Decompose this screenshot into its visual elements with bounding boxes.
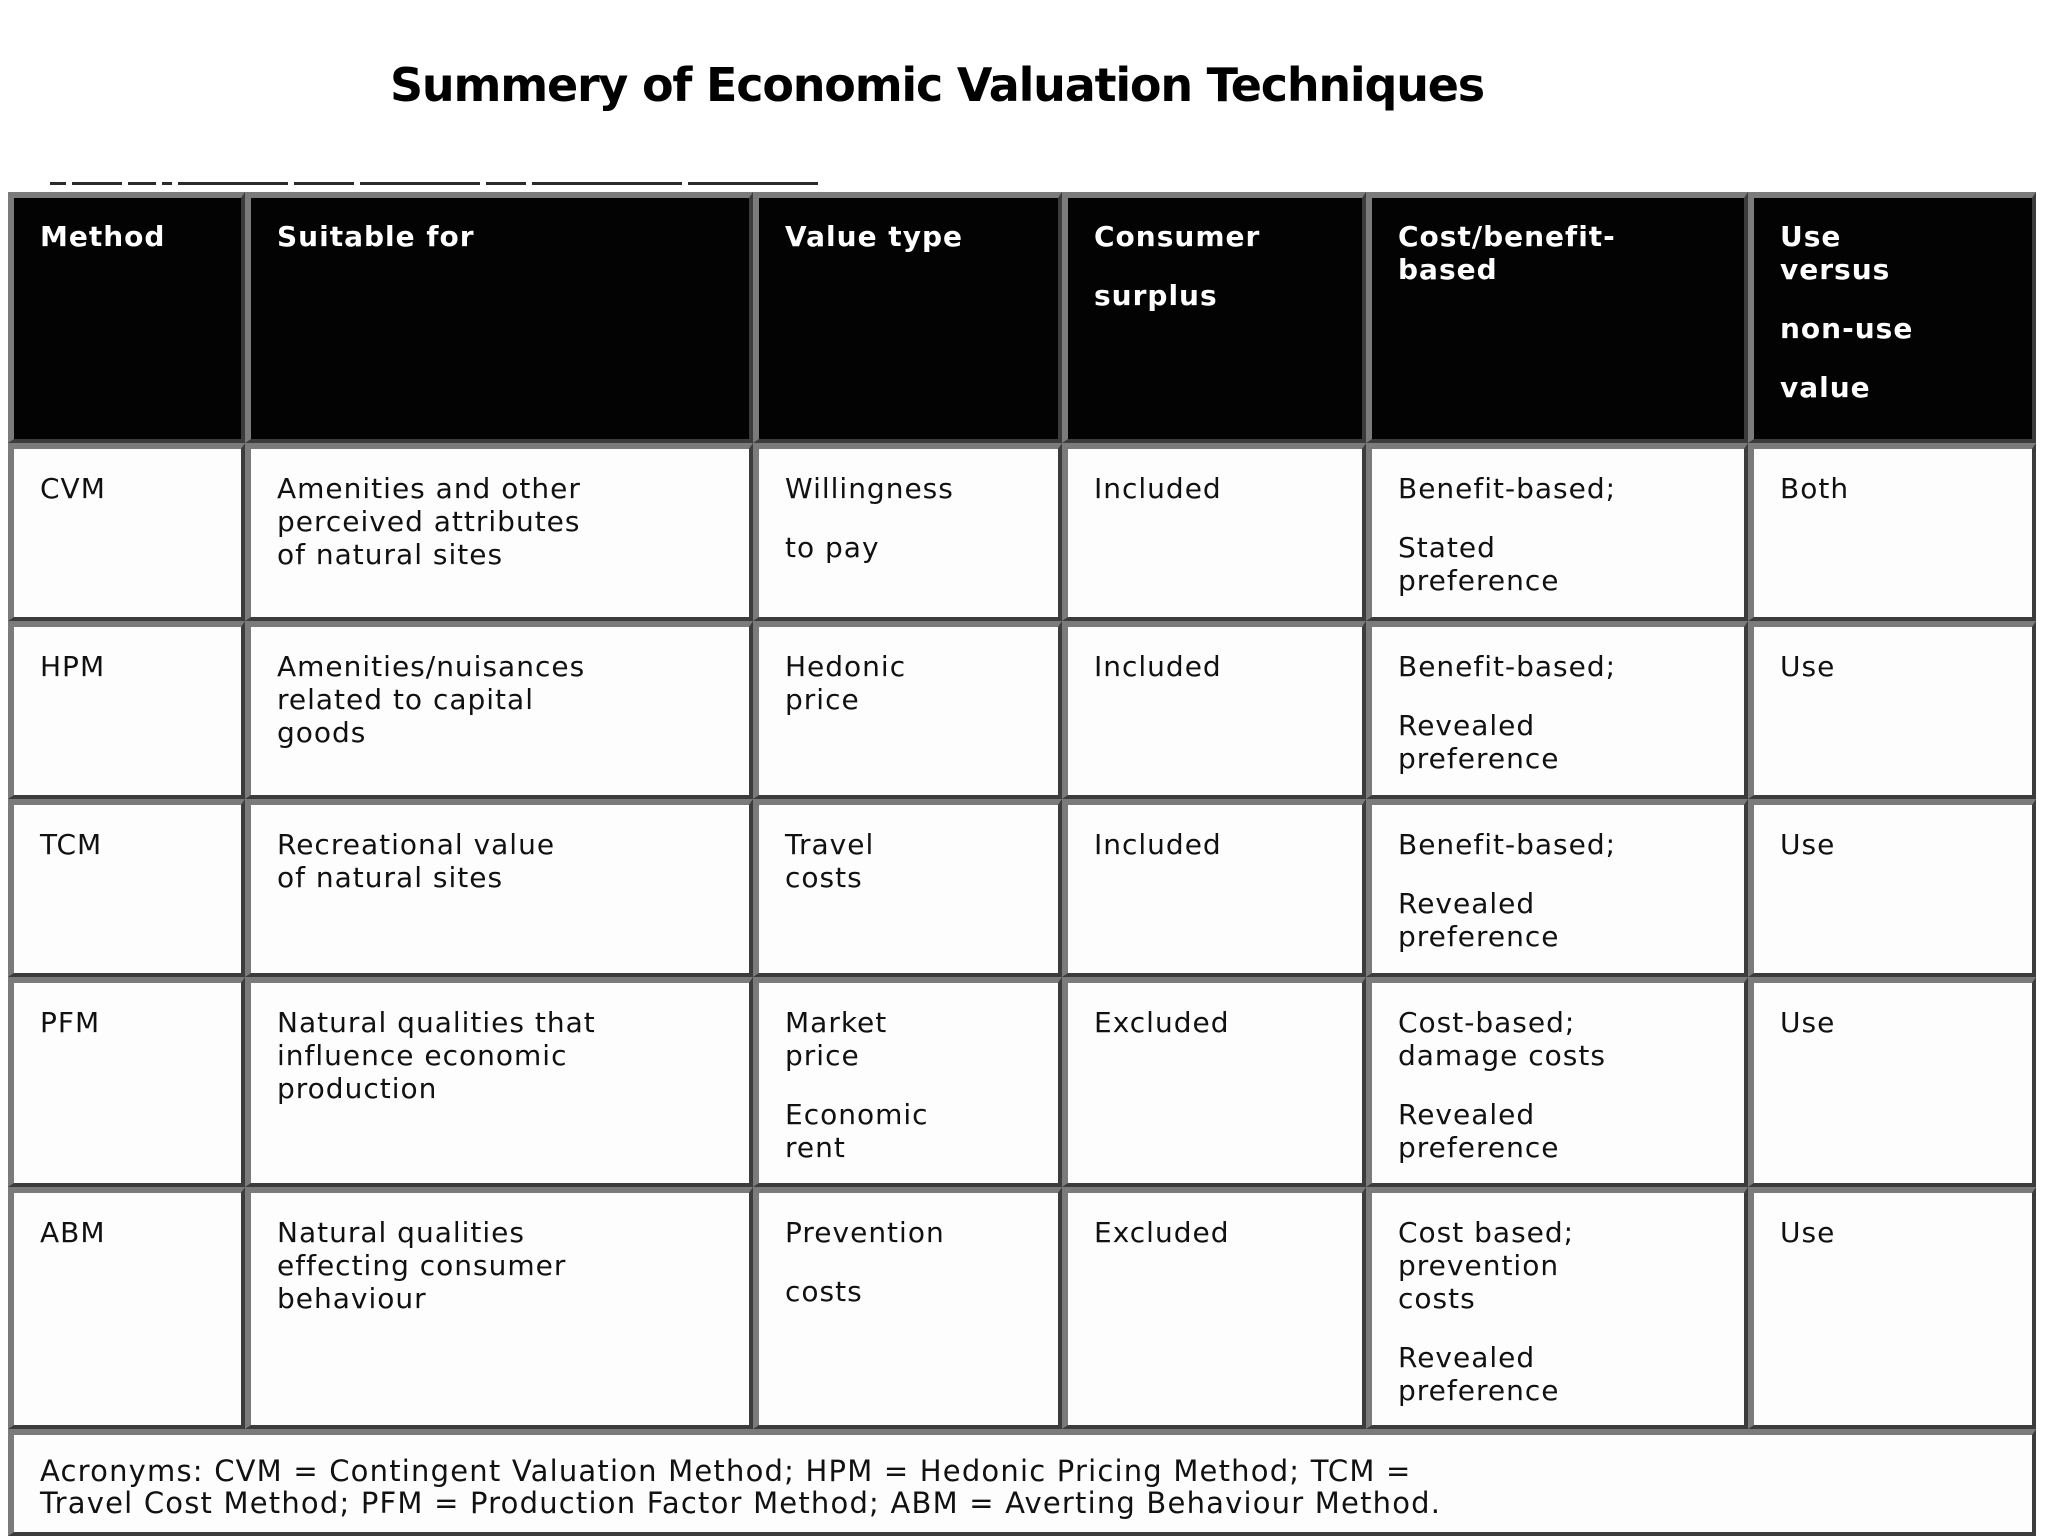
cell-consumer-surplus: Included: [1062, 799, 1366, 977]
clipped-table-caption: [50, 180, 880, 186]
cell-line: Use: [1780, 220, 1842, 253]
cell-line: Value type: [785, 220, 963, 253]
cell-line: [785, 505, 1032, 531]
cell-line: costs: [785, 1275, 863, 1308]
cell-line: Benefit-based;: [1398, 472, 1617, 505]
cell-line: of natural sites: [277, 538, 504, 571]
cell-method: ABM: [8, 1187, 245, 1429]
cell-line: production: [277, 1072, 438, 1105]
cell-cost-benefit: [1366, 621, 1748, 799]
cell-line: Hedonic: [785, 650, 907, 683]
cell-line: perceived attributes: [277, 505, 581, 538]
cell-line: Amenities/nuisances: [277, 650, 586, 683]
cell-use-vs-nonuse: Both: [1748, 443, 2036, 621]
table-row: [8, 621, 2036, 799]
cell-line: rent: [785, 1131, 846, 1164]
cell-line: preference: [1398, 1131, 1560, 1164]
cell-suitable-for: [245, 621, 753, 799]
cell-line: [1780, 345, 2006, 371]
header-use-vs-nonuse: [1748, 192, 2036, 443]
cell-line: Revealed: [1398, 1098, 1536, 1131]
cell-line: to pay: [785, 531, 880, 564]
cell-consumer-surplus: Included: [1062, 443, 1366, 621]
cell-line: based: [1398, 253, 1498, 286]
cell-line: goods: [277, 716, 367, 749]
cell-method: HPM: [8, 621, 245, 799]
cell-suitable-for: [245, 443, 753, 621]
cell-line: [785, 1249, 1032, 1275]
cell-line: non-use: [1780, 312, 1914, 345]
cell-line: Cost/benefit-: [1398, 220, 1616, 253]
cell-line: Economic: [785, 1098, 929, 1131]
cell-line: Cost based;: [1398, 1216, 1575, 1249]
cell-line: Market: [785, 1006, 888, 1039]
table-row: [8, 443, 2036, 621]
cell-line: [1398, 1315, 1718, 1341]
cell-use-vs-nonuse: Use: [1748, 977, 2036, 1187]
cell-line: Method: [40, 220, 166, 253]
cell-line: [1398, 1072, 1718, 1098]
cell-use-vs-nonuse: Use: [1748, 1187, 2036, 1429]
cell-line: Willingness: [785, 472, 954, 505]
cell-suitable-for: [245, 799, 753, 977]
cell-cost-benefit: [1366, 977, 1748, 1187]
cell-line: Cost-based;: [1398, 1006, 1576, 1039]
footnote-line: Travel Cost Method; PFM = Production Factor Method; ABM = Averting Behaviour Method.: [40, 1486, 1442, 1520]
cell-line: preference: [1398, 564, 1560, 597]
cell-line: [1398, 861, 1718, 887]
cell-suitable-for: [245, 1187, 753, 1429]
valuation-methods-table: [8, 192, 2036, 1536]
cell-consumer-surplus: Included: [1062, 621, 1366, 799]
cell-line: prevention: [1398, 1249, 1560, 1282]
cell-line: Travel: [785, 828, 875, 861]
table-row: [8, 1187, 2036, 1429]
cell-consumer-surplus: Excluded: [1062, 977, 1366, 1187]
cell-cost-benefit: [1366, 1187, 1748, 1429]
cell-line: Prevention: [785, 1216, 945, 1249]
header-consumer-surplus: [1062, 192, 1366, 443]
cell-method: CVM: [8, 443, 245, 621]
cell-line: related to capital: [277, 683, 534, 716]
cell-line: Revealed: [1398, 1341, 1536, 1374]
cell-value-type: [753, 977, 1062, 1187]
cell-value-type: [753, 621, 1062, 799]
cell-line: Natural qualities: [277, 1216, 525, 1249]
cell-method: TCM: [8, 799, 245, 977]
cell-line: Revealed: [1398, 887, 1536, 920]
cell-line: preference: [1398, 920, 1560, 953]
cell-suitable-for: [245, 977, 753, 1187]
cell-line: costs: [785, 861, 863, 894]
cell-line: of natural sites: [277, 861, 504, 894]
cell-method: PFM: [8, 977, 245, 1187]
cell-line: price: [785, 1039, 860, 1072]
cell-line: [1398, 505, 1718, 531]
cell-line: Suitable for: [277, 220, 475, 253]
acronyms-footnote: [8, 1429, 2036, 1536]
cell-line: preference: [1398, 1374, 1560, 1407]
header-suitable-for: [245, 192, 753, 443]
cell-line: Natural qualities that: [277, 1006, 596, 1039]
cell-line: [785, 1072, 1032, 1098]
cell-line: [1398, 683, 1718, 709]
cell-line: [1094, 253, 1336, 279]
cell-line: preference: [1398, 742, 1560, 775]
table-header-row: [8, 192, 2036, 443]
header-cost-benefit: [1366, 192, 1748, 443]
header-value-type: [753, 192, 1062, 443]
cell-line: Benefit-based;: [1398, 650, 1617, 683]
cell-line: Revealed: [1398, 709, 1536, 742]
cell-value-type: [753, 799, 1062, 977]
footnote-line: Acronyms: CVM = Contingent Valuation Method; HPM = Hedonic Pricing Method; TCM =: [40, 1454, 1412, 1488]
cell-consumer-surplus: Excluded: [1062, 1187, 1366, 1429]
cell-line: Recreational value: [277, 828, 556, 861]
cell-cost-benefit: [1366, 799, 1748, 977]
cell-use-vs-nonuse: Use: [1748, 799, 2036, 977]
table-row: [8, 799, 2036, 977]
cell-line: behaviour: [277, 1282, 427, 1315]
cell-line: price: [785, 683, 860, 716]
cell-line: versus: [1780, 253, 1891, 286]
cell-value-type: [753, 1187, 1062, 1429]
cell-line: [1780, 286, 2006, 312]
cell-use-vs-nonuse: Use: [1748, 621, 2036, 799]
cell-line: Amenities and other: [277, 472, 581, 505]
slide-title: Summery of Economic Valuation Techniques: [390, 58, 1484, 112]
cell-line: value: [1780, 371, 1871, 404]
valuation-table-container: [8, 192, 2036, 1534]
cell-line: costs: [1398, 1282, 1476, 1315]
cell-value-type: [753, 443, 1062, 621]
cell-line: surplus: [1094, 279, 1218, 312]
table-footnote-row: [8, 1429, 2036, 1536]
cell-cost-benefit: [1366, 443, 1748, 621]
cell-line: Benefit-based;: [1398, 828, 1617, 861]
cell-line: influence economic: [277, 1039, 568, 1072]
cell-line: Stated: [1398, 531, 1496, 564]
cell-line: effecting consumer: [277, 1249, 567, 1282]
table-row: [8, 977, 2036, 1187]
header-method: [8, 192, 245, 443]
cell-line: damage costs: [1398, 1039, 1606, 1072]
cell-line: Consumer: [1094, 220, 1261, 253]
